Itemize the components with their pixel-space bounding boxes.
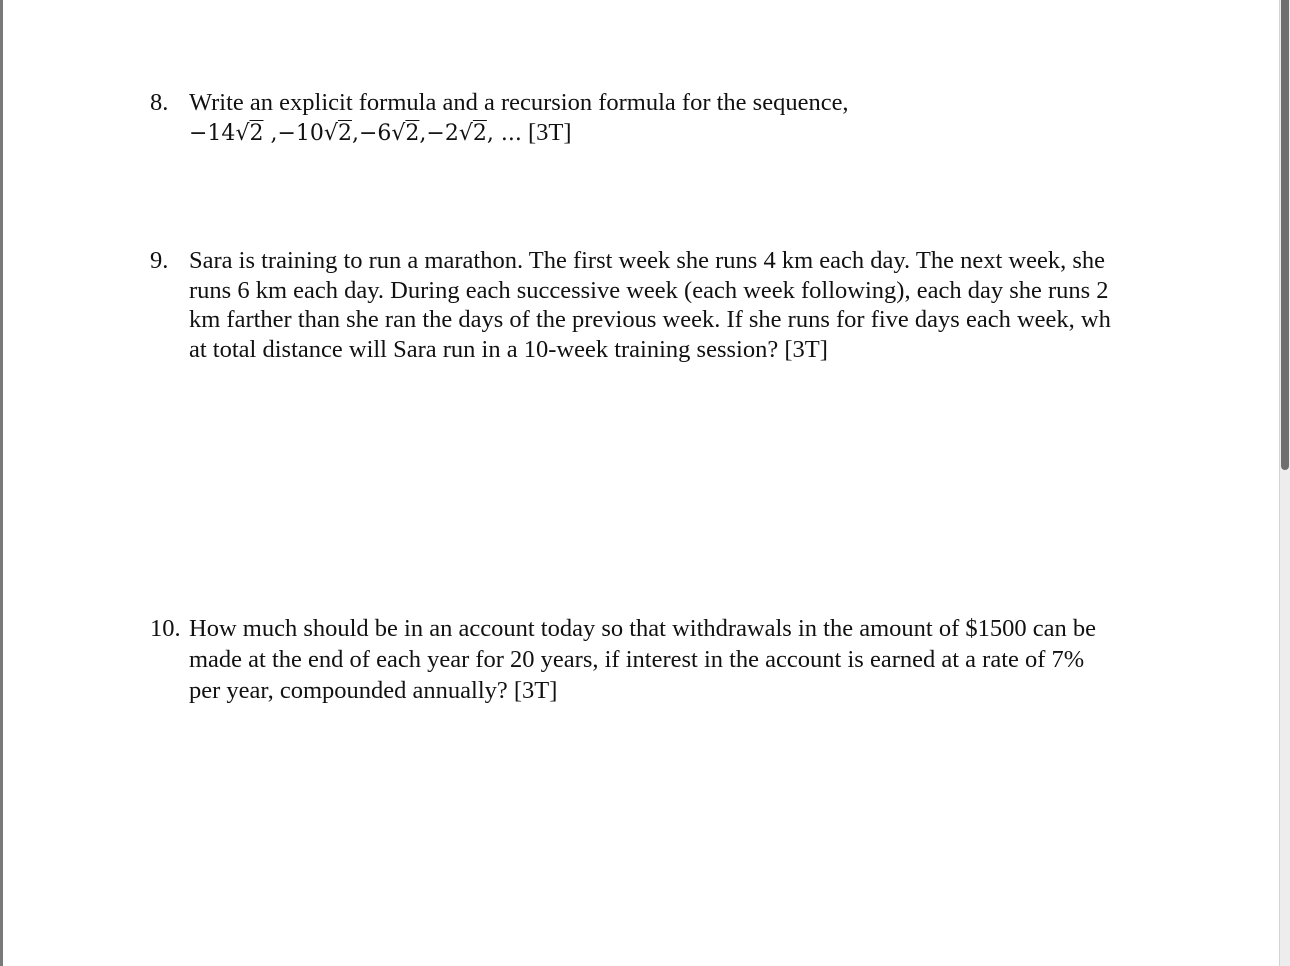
question-line: How much should be in an account today so that withdrawals in the amount of $1500 can be: [189, 615, 1096, 642]
question-body: [189, 88, 1140, 148]
question-line: made at the end of each year for 20 years, if interest in the account is earned at a rate of 7%: [189, 646, 1085, 673]
question-8: [150, 88, 1140, 148]
question-line: km farther than she ran the days of the previous week. If she runs for five days each week, wh: [189, 306, 1111, 333]
question-number: 9.: [150, 247, 169, 274]
sequence-term: −14√2 ,: [189, 120, 278, 146]
sequence-term: −2√2, ...: [426, 120, 522, 146]
vertical-scrollbar[interactable]: [1279, 0, 1290, 966]
sequence-term: −10√2,: [277, 120, 359, 146]
question-line: Write an explicit formula and a recursion formula for the sequence,: [189, 89, 849, 116]
sequence-line: [189, 118, 1140, 149]
question-number: 8.: [150, 89, 169, 116]
page-left-edge: [0, 0, 3, 966]
question-body: [189, 613, 1140, 706]
question-line: at total distance will Sara run in a 10-week training session? [3T]: [189, 335, 828, 363]
question-9: [150, 246, 1140, 364]
sequence-term: −6√2,: [358, 120, 427, 146]
question-line: Sara is training to run a marathon. The first week she runs 4 km each day. The next week, she: [189, 247, 1105, 274]
question-body: [189, 246, 1140, 364]
question-line: runs 6 km each day. During each successive week (each week following), each day she runs 2: [189, 276, 1109, 304]
question-10: [150, 613, 1140, 706]
question-line: per year, compounded annually? [3T]: [189, 677, 558, 704]
marks-label: [3T]: [527, 118, 572, 146]
scrollbar-thumb[interactable]: [1281, 0, 1289, 470]
question-number: 10.: [150, 615, 181, 642]
